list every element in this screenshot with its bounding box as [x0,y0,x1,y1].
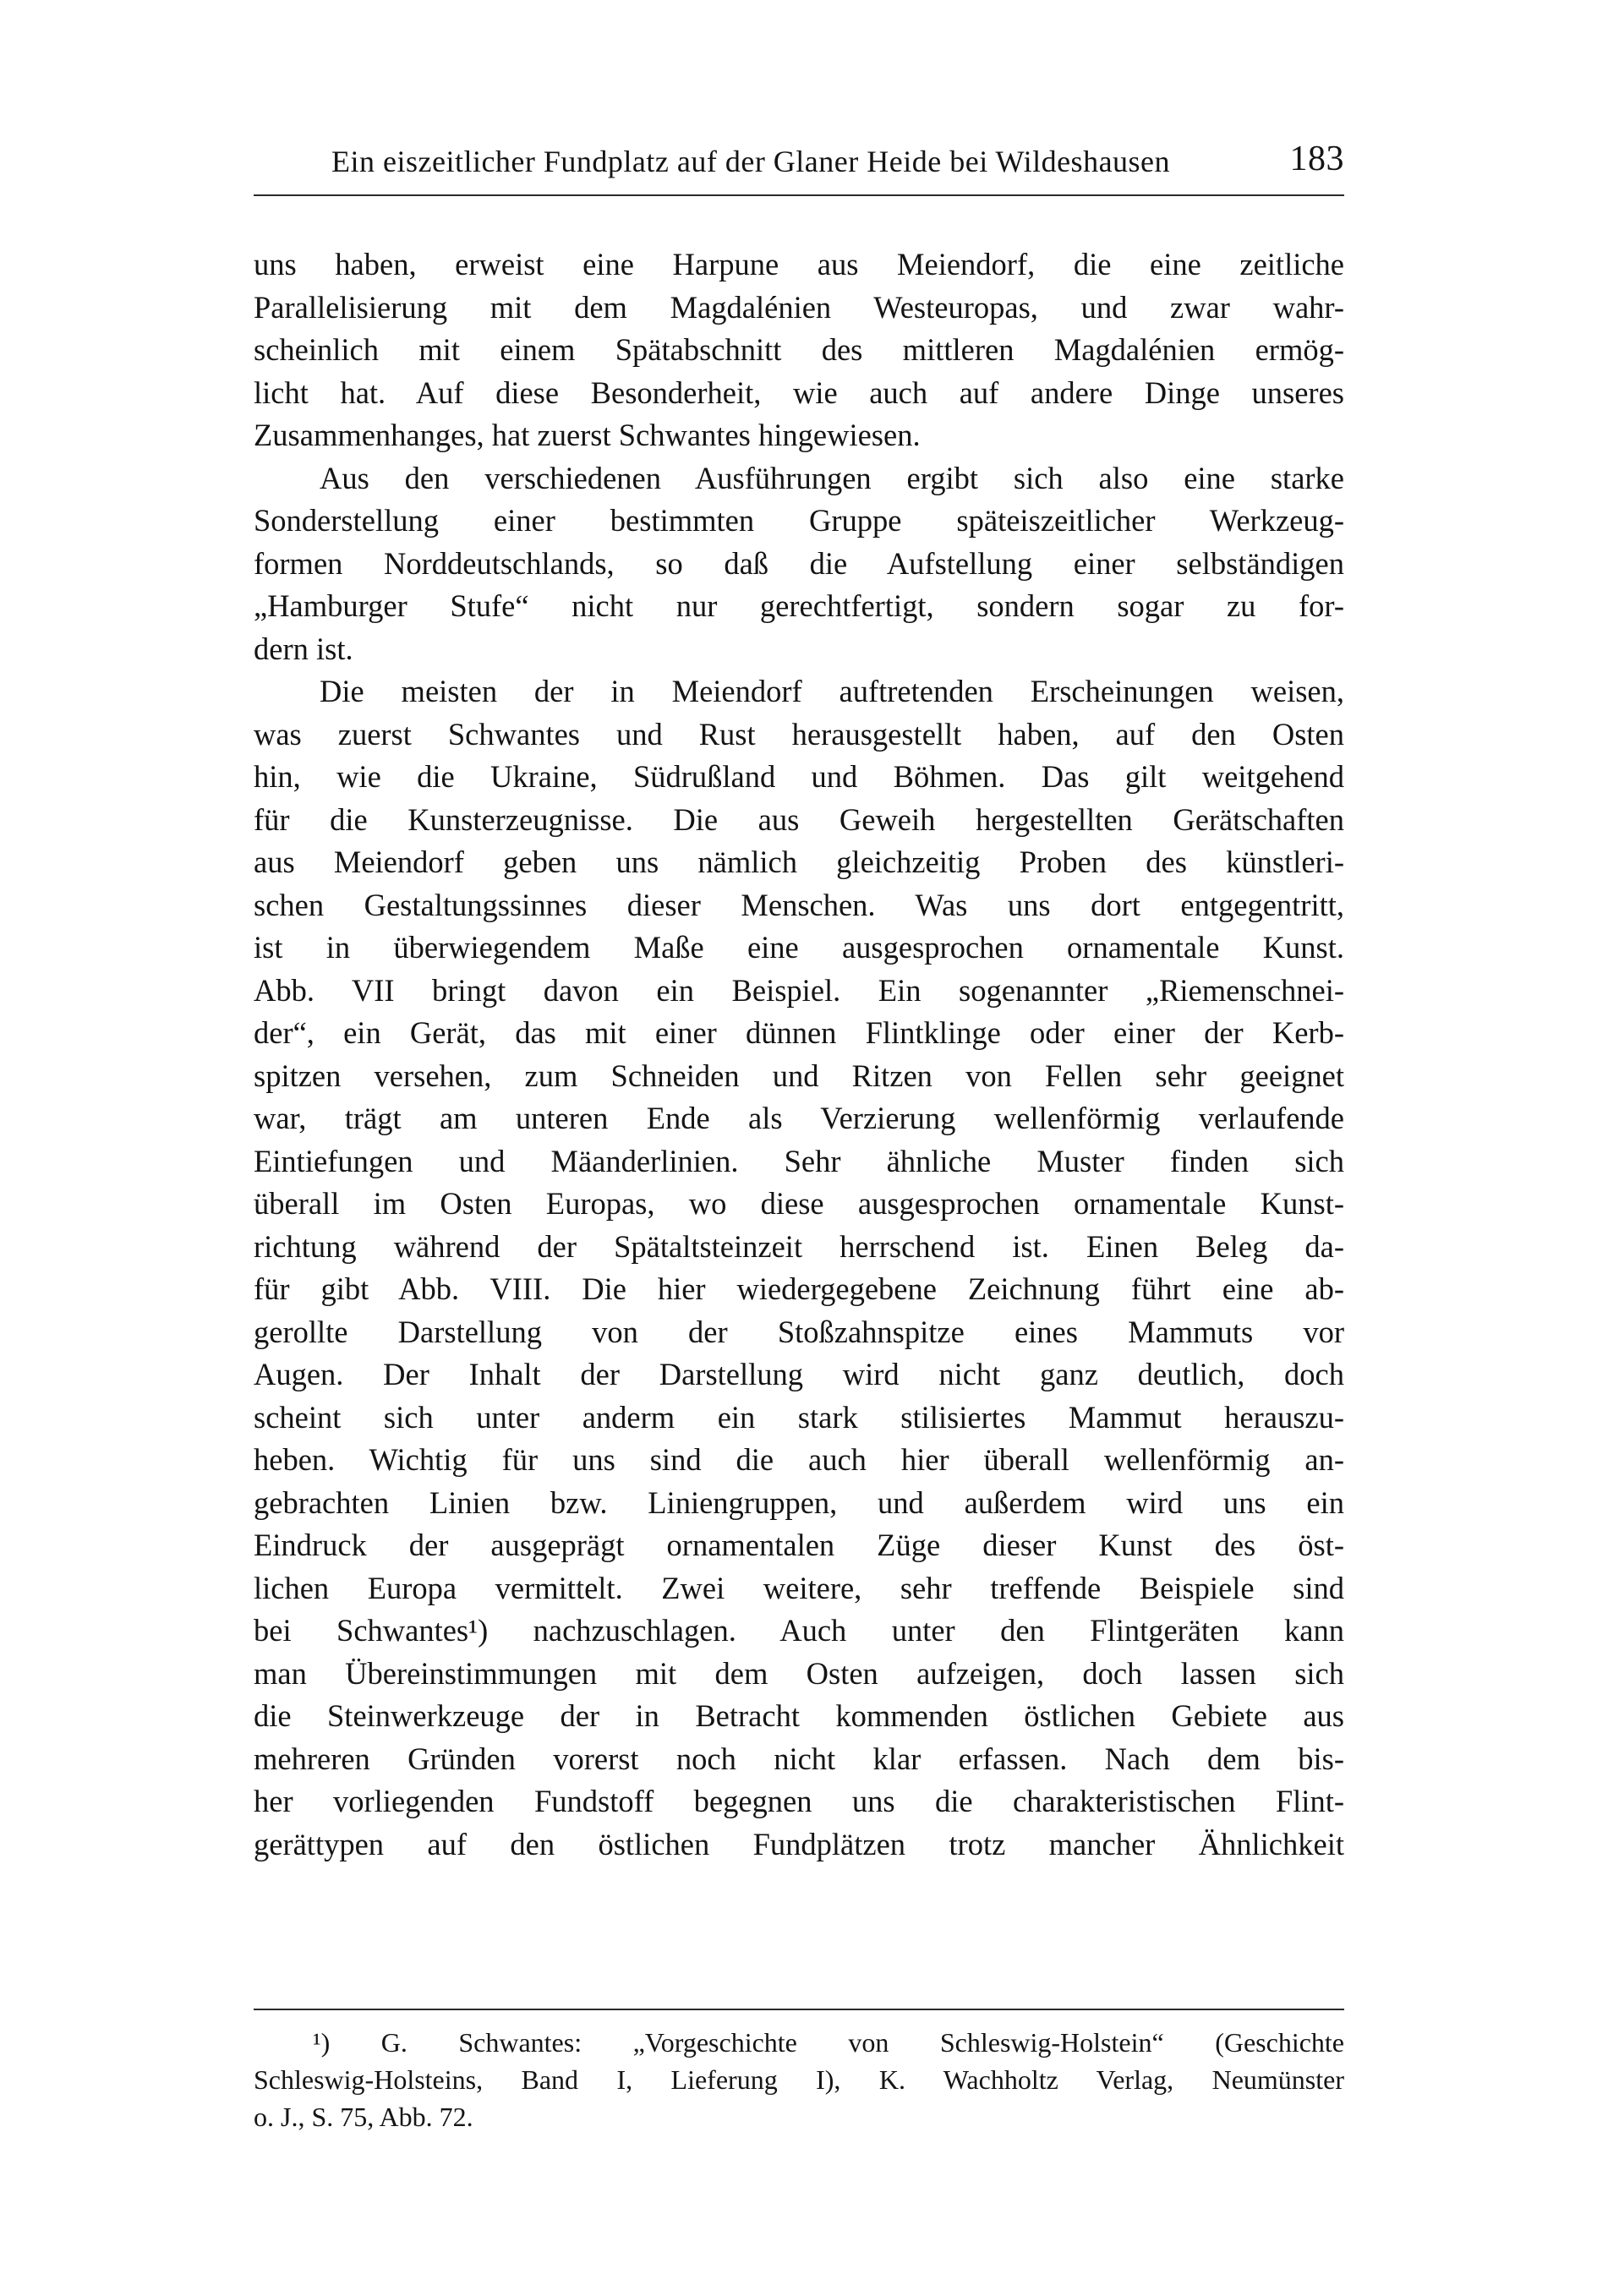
text-line: spitzen versehen, zum Schneiden und Ritzen von Fellen sehr geeignet [254,1058,1344,1093]
text-line: aus Meiendorf geben uns nämlich gleichzeitig Proben des künstleri- [254,845,1344,879]
text-line: gerollte Darstellung von der Stoßzahnspitze eines Mammuts vor [254,1314,1344,1349]
book-page [254,127,1344,2132]
text-line: gerättypen auf den östlichen Fundplätzen trotz mancher Ähnlichkeit [254,1826,1344,1861]
text-line: licht hat. Auf diese Besonderheit, wie auch auf andere Dinge unseres [254,374,1344,410]
text-line: für die Kunsterzeugnisse. Die aus Geweih hergestellten Gerätschaften [254,801,1344,837]
text-line: Sonderstellung einer bestimmten Gruppe späteiszeitlicher Werkzeug- [254,503,1344,538]
text-line: formen Norddeutschlands, so daß die Aufstellung einer selbständigen [254,545,1344,581]
text-line: richtung während der Spätaltsteinzeit herrschend ist. Einen Beleg da- [254,1228,1344,1264]
text-line: für gibt Abb. VIII. Die hier wiedergegebene Zeichnung führt eine ab- [254,1271,1344,1306]
text-line: lichen Europa vermittelt. Zwei weitere, sehr treffende Beispiele sind [254,1570,1344,1605]
text-line: hin, wie die Ukraine, Südrußland und Böhmen. Das gilt weitgehend [254,759,1344,794]
text-line: man Übereinstimmungen mit dem Osten aufzeigen, doch lassen sich [254,1655,1344,1691]
footnote [254,2024,1344,2135]
text-line: Aus den verschiedenen Ausführungen ergibt sich also eine starke [320,460,1344,495]
footnote-line: Schleswig-Holsteins, Band I, Lieferung I), K. Wachholtz Verlag, Neumünster [254,2064,1344,2095]
text-line: war, trägt am unteren Ende als Verzierung wellenförmig verlaufende [254,1101,1344,1135]
text-line: bei Schwantes¹) nachzuschlagen. Auch unter den Flintgeräten kann [254,1613,1344,1648]
body-text [254,243,1344,1866]
page-number: 183 [1289,139,1344,178]
text-line: Zusammenhanges, hat zuerst Schwantes hingewiesen. [254,418,921,452]
text-line: scheinlich mit einem Spätabschnitt des mittleren Magdalénien ermög- [254,332,1344,367]
text-line: Augen. Der Inhalt der Darstellung wird nicht ganz deutlich, doch [254,1357,1344,1391]
text-line: Eintiefungen und Mäanderlinien. Sehr ähnliche Muster finden sich [254,1143,1344,1178]
text-line: die Steinwerkzeuge der in Betracht kommenden östlichen Gebiete aus [254,1698,1344,1733]
text-line: gebrachten Linien bzw. Liniengruppen, und außerdem wird uns ein [254,1484,1344,1520]
footnote-rule [254,2009,1344,2010]
text-line: Parallelisierung mit dem Magdalénien Westeuropas, und zwar wahr- [254,289,1344,325]
text-line: dern ist. [254,631,353,666]
text-line: her vorliegenden Fundstoff begegnen uns die charakteristischen Flint- [254,1784,1344,1818]
footnote-line: ¹) G. Schwantes: „Vorgeschichte von Schleswig-Holstein“ (Geschichte [313,2027,1344,2058]
text-line: überall im Osten Europas, wo diese ausgesprochen ornamentale Kunst- [254,1186,1344,1221]
text-line: mehreren Gründen vorerst noch nicht klar erfassen. Nach dem bis- [254,1741,1344,1776]
text-line: Abb. VII bringt davon ein Beispiel. Ein sogenannter „Riemenschnei- [254,972,1344,1008]
text-line: schen Gestaltungssinnes dieser Menschen. Was uns dort entgegentritt, [254,887,1344,922]
text-line: Eindruck der ausgeprägt ornamentalen Züge dieser Kunst des öst- [254,1528,1344,1562]
text-line: der“, ein Gerät, das mit einer dünnen Flintklinge oder einer der Kerb- [254,1015,1344,1050]
text-line: scheint sich unter anderm ein stark stilisiertes Mammut herauszu- [254,1399,1344,1435]
text-line: „Hamburger Stufe“ nicht nur gerechtfertigt, sondern sogar zu for- [254,588,1344,623]
text-line: heben. Wichtig für uns sind die auch hier überall wellenförmig an- [254,1442,1344,1477]
text-line: Die meisten der in Meiendorf auftretenden Erscheinungen weisen, [320,674,1344,708]
running-head [254,127,1344,186]
header-rule [254,194,1344,196]
text-line: uns haben, erweist eine Harpune aus Meiendorf, die eine zeitliche [254,247,1344,282]
text-line: ist in überwiegendem Maße eine ausgesprochen ornamentale Kunst. [254,930,1344,965]
footnote-line: o. J., S. 75, Abb. 72. [254,2102,473,2132]
text-line: was zuerst Schwantes und Rust herausgestellt haben, auf den Osten [254,716,1344,752]
running-title: Ein eiszeitlicher Fundplatz auf der Glaner Heide bei Wildeshausen [331,145,1171,178]
